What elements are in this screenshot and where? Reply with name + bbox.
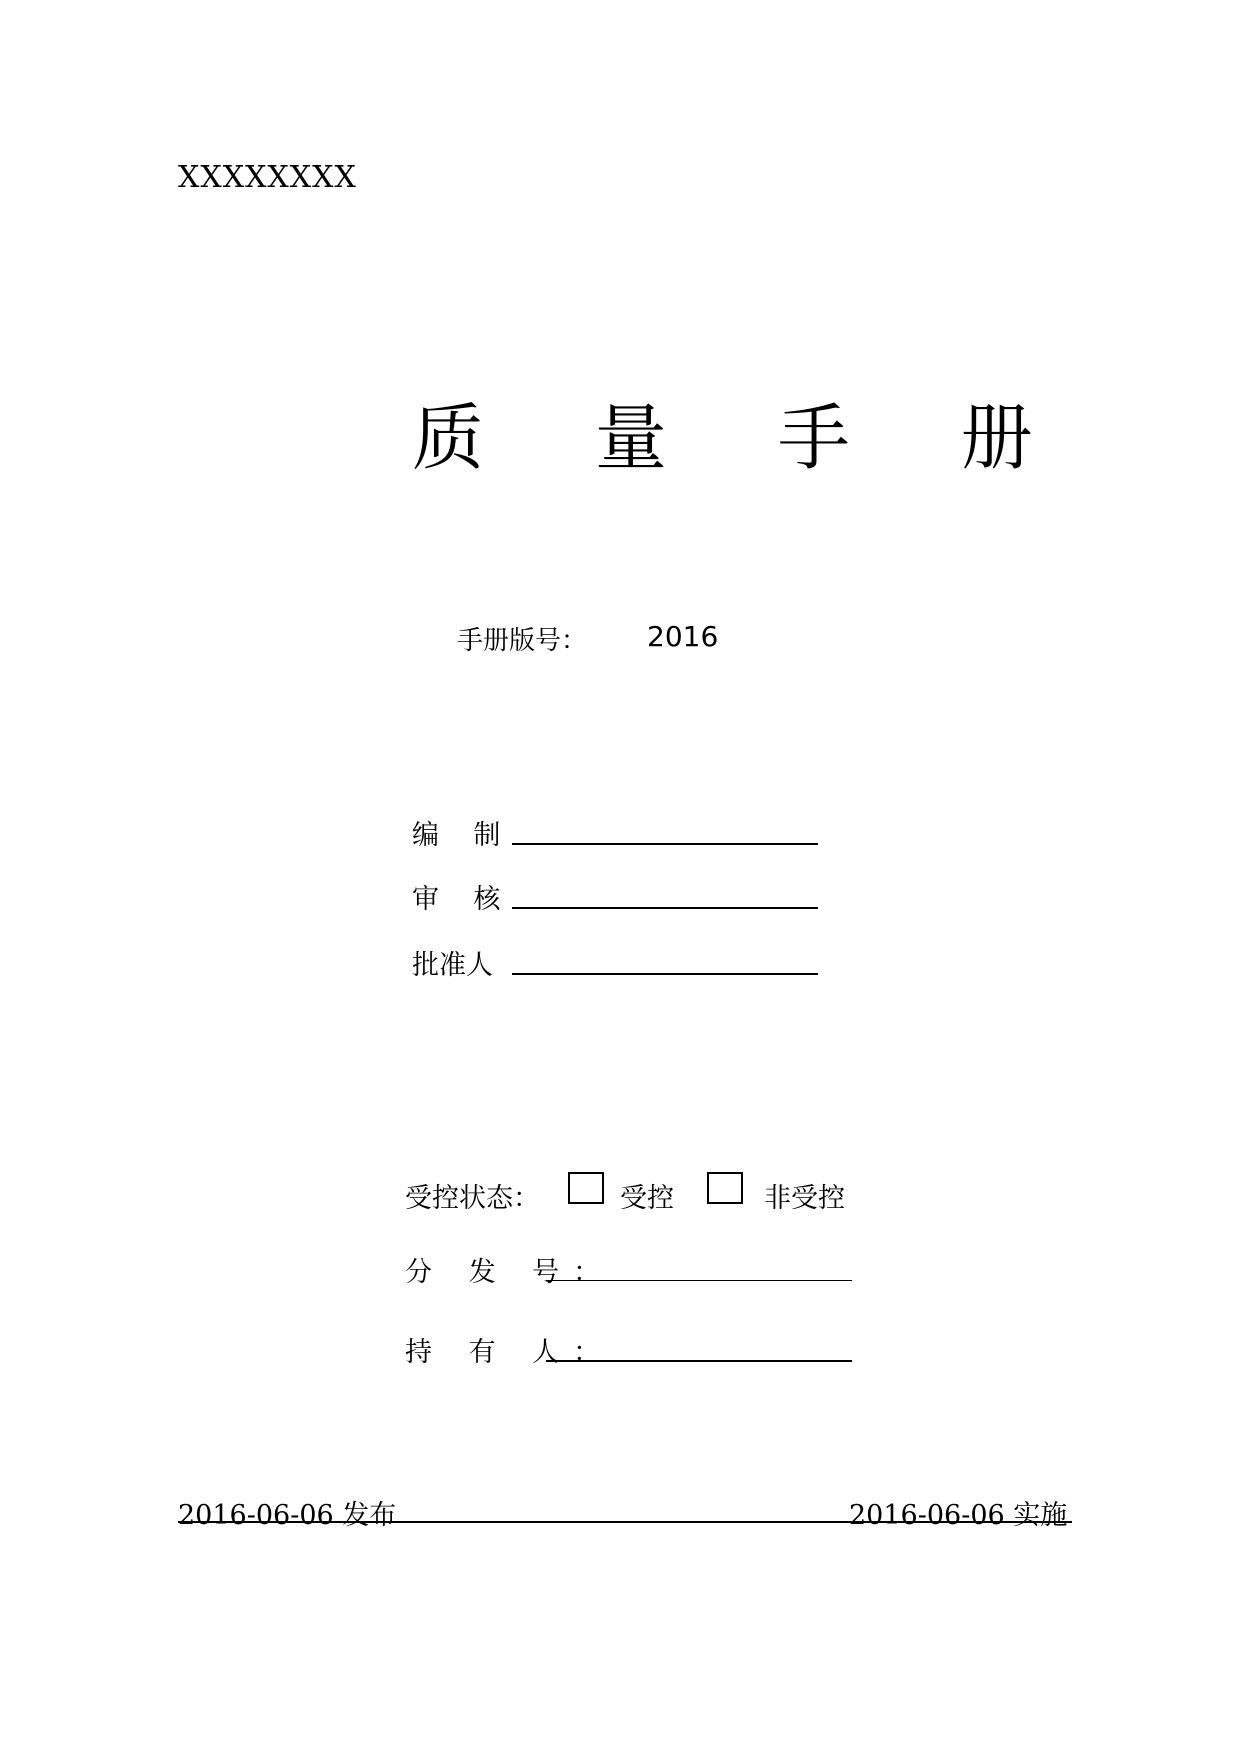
prepared-row: [412, 813, 512, 852]
uncontrolled-checkbox[interactable]: [707, 1172, 743, 1204]
reviewed-signature-line[interactable]: [512, 907, 818, 909]
effective-date: 2016-06-06 实施: [849, 1500, 1068, 1531]
reviewed-row: [412, 877, 512, 916]
distribution-number-line[interactable]: [546, 1280, 852, 1281]
uncontrolled-label: 非受控: [764, 1183, 845, 1214]
distribution-number-label: 分 发 号：: [405, 1257, 615, 1288]
control-status-label: 受控状态：: [405, 1183, 540, 1214]
approved-label: 批准人: [412, 950, 493, 981]
reviewed-label: 审 核: [412, 884, 501, 915]
footer-rule: [178, 1521, 1072, 1523]
version-value: 2016: [647, 620, 719, 653]
prepared-signature-line[interactable]: [512, 843, 818, 845]
prepared-label: 编 制: [412, 820, 501, 851]
approved-signature-line[interactable]: [512, 973, 818, 975]
page-title: 质 量 手 册: [412, 396, 1077, 480]
controlled-checkbox[interactable]: [568, 1172, 604, 1204]
holder-line[interactable]: [546, 1360, 852, 1362]
issue-date: 2016-06-06 发布: [178, 1500, 397, 1531]
approved-row: [412, 943, 512, 982]
company-name: XXXXXXXX: [178, 160, 357, 195]
holder-label: 持 有 人：: [405, 1337, 615, 1368]
controlled-label: 受控: [620, 1183, 674, 1214]
version-label: 手册版号：: [457, 626, 588, 656]
